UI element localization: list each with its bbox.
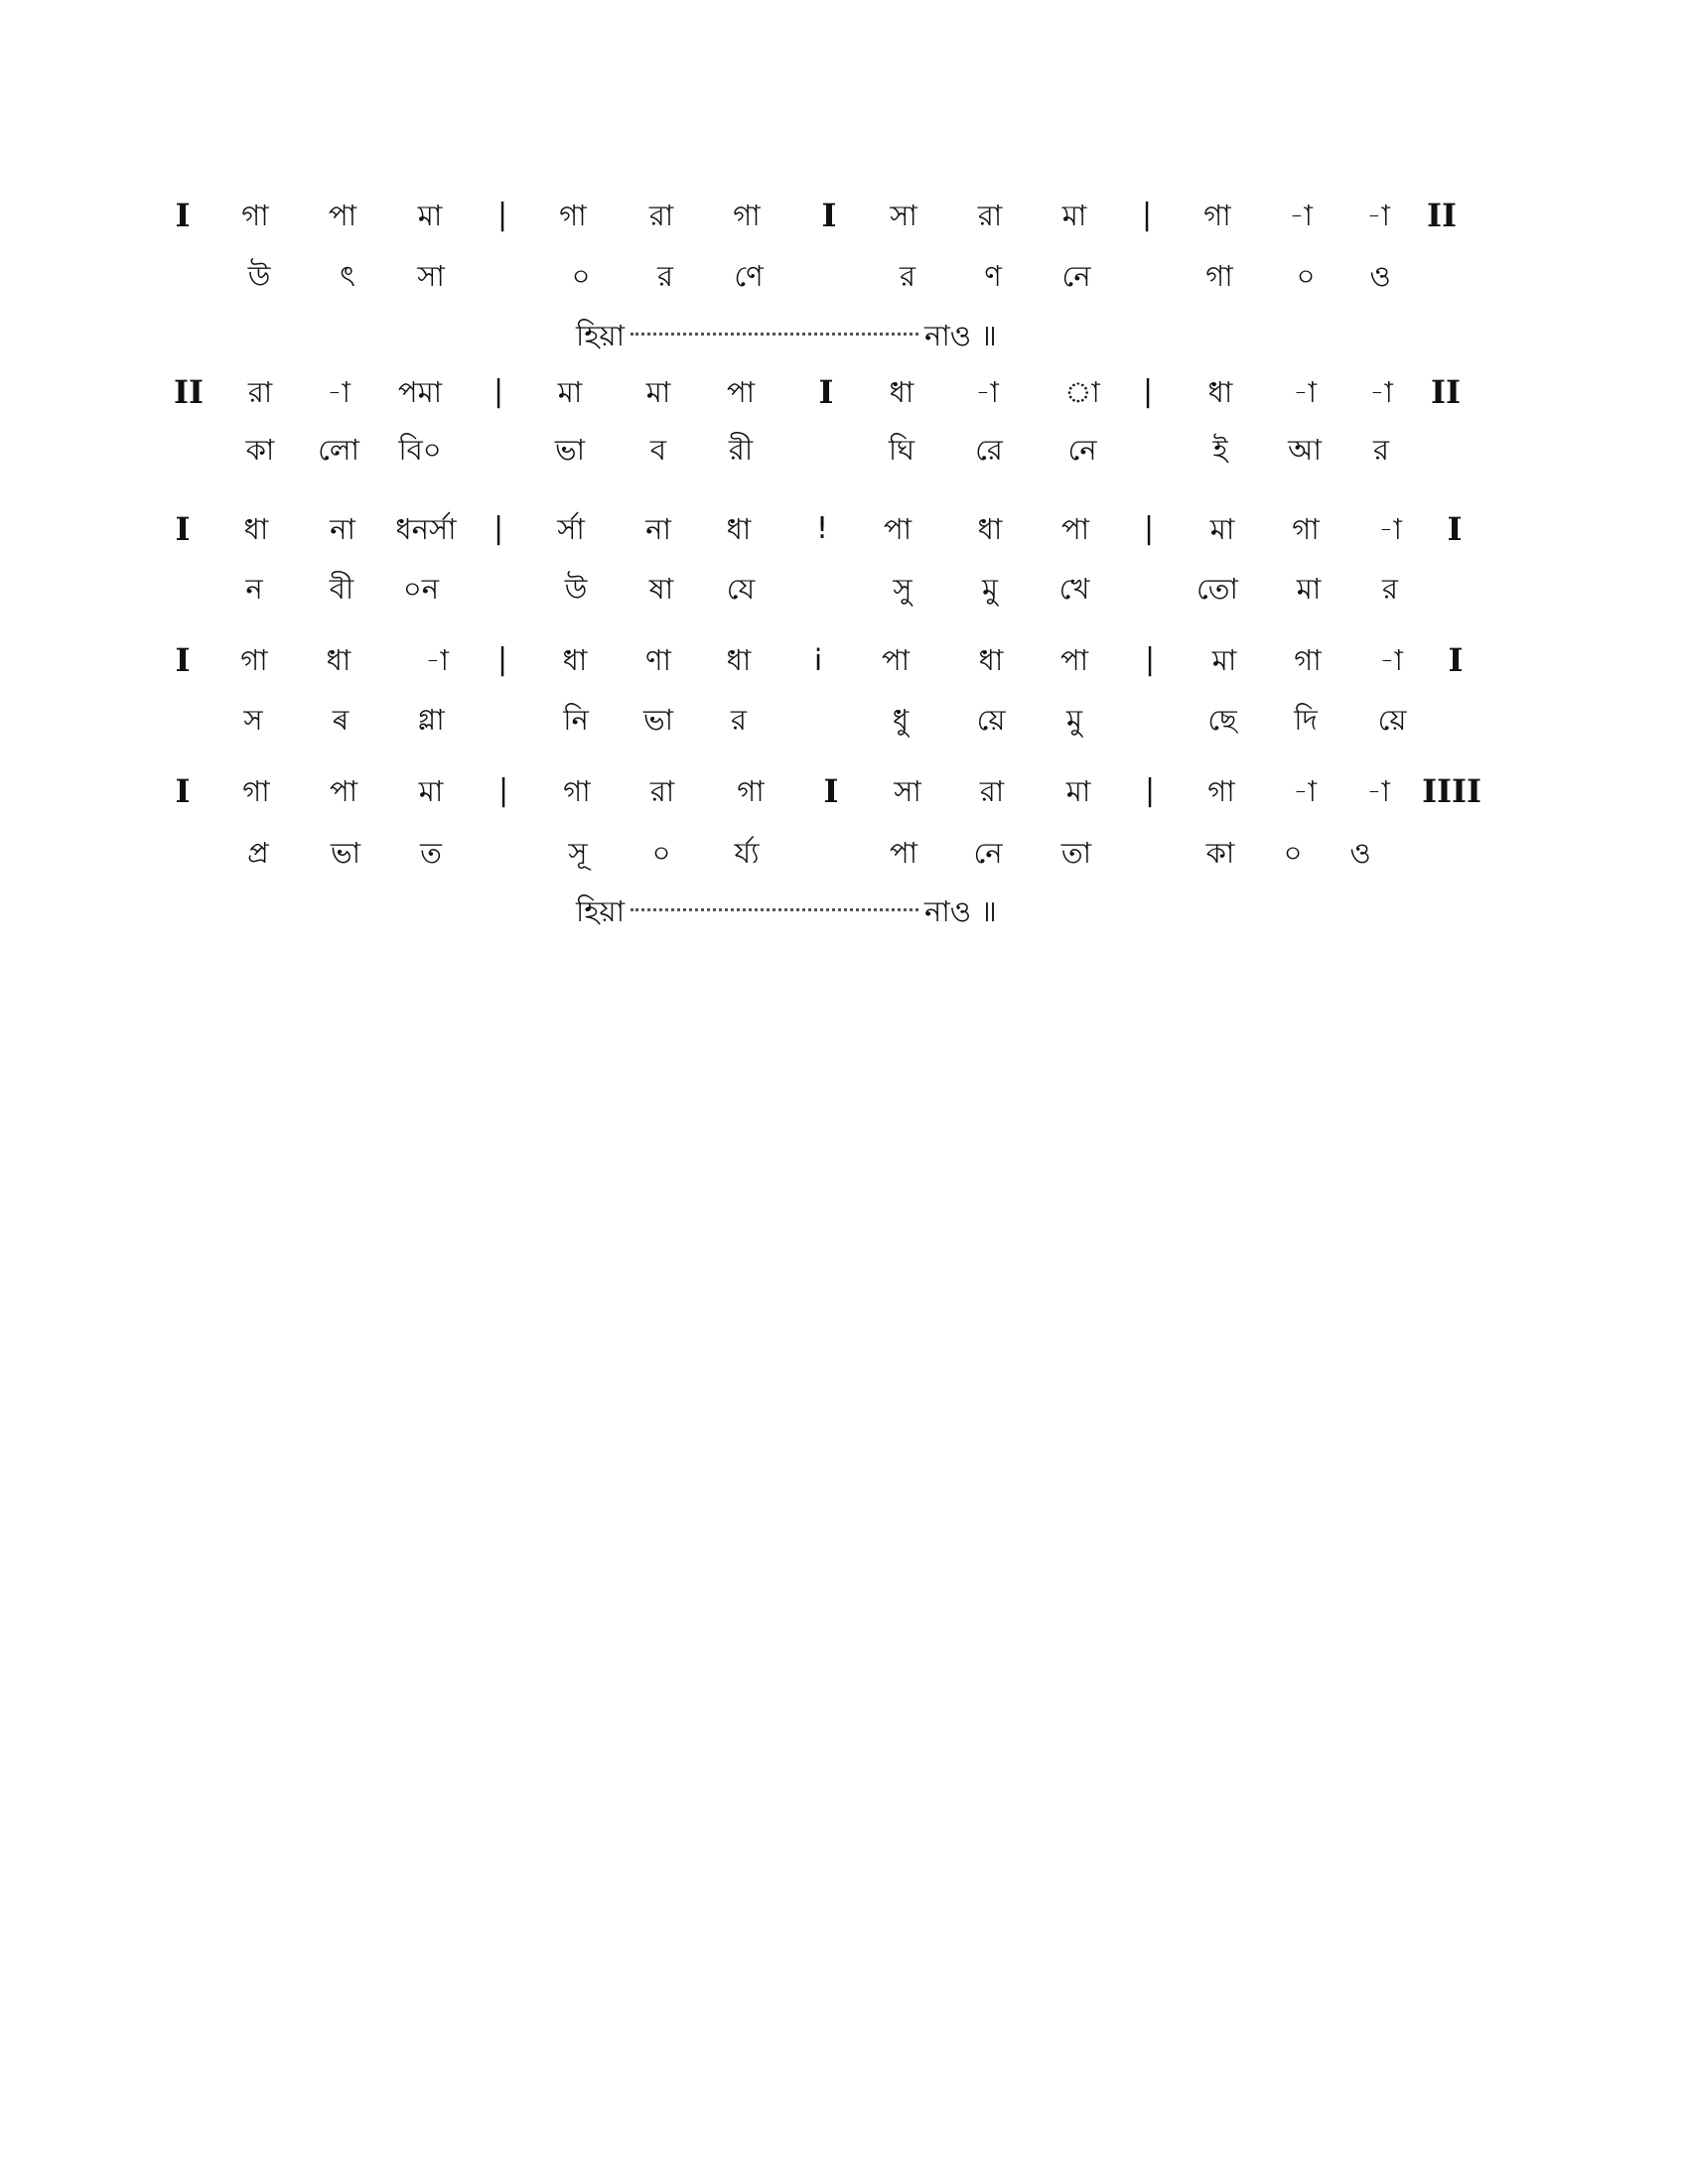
lyric-line: [0, 695, 1688, 745]
lyric-syllable: কা: [1205, 836, 1235, 870]
swara-divider: |: [496, 198, 508, 232]
lyric-syllable: খে: [1058, 572, 1090, 606]
swara-note: সা: [890, 199, 917, 232]
swara-note: মা: [557, 375, 583, 409]
lyric-syllable: ০: [1296, 259, 1316, 293]
lyric-syllable: দি: [1294, 703, 1318, 737]
lyric-syllable: ব: [649, 433, 667, 467]
refrain-line: [576, 887, 997, 936]
lyric-syllable: নে: [1067, 433, 1097, 467]
swara-mark: I: [175, 641, 191, 679]
lyric-syllable: ই: [1212, 433, 1228, 467]
swara-note: ধা: [562, 643, 588, 677]
swara-divider: |: [496, 642, 508, 677]
swara-mark: I: [175, 772, 191, 810]
lyric-syllable: সূ: [568, 836, 588, 870]
swara-mark: II: [1427, 197, 1457, 234]
swara-note: ধা: [1207, 375, 1233, 409]
swara-note: গা: [1207, 774, 1235, 808]
refrain-dots: [631, 311, 918, 336]
swara-note: গা: [733, 199, 761, 232]
lyric-syllable: রী: [728, 433, 754, 467]
lyric-syllable: ও: [1369, 259, 1391, 293]
lyric-syllable: ছে: [1207, 703, 1237, 737]
lyric-syllable: ৰ: [332, 703, 350, 737]
lyric-syllable: উ: [564, 572, 588, 606]
lyric-syllable: স: [243, 703, 263, 737]
lyric-syllable: সা: [417, 259, 445, 293]
swara-note: -া: [1379, 643, 1403, 677]
swara-note: ণা: [645, 643, 671, 677]
swara-mark: I: [821, 197, 837, 234]
swara-note: ধা: [726, 643, 752, 677]
swara-note: পা: [328, 199, 357, 232]
swara-note: ধা: [977, 512, 1003, 546]
swara-note: রা: [977, 199, 1003, 232]
swara-note: গা: [1292, 512, 1320, 546]
swara-note: ধা: [889, 375, 914, 409]
swara-divider: |: [492, 374, 504, 409]
lyric-syllable: যে: [726, 572, 756, 606]
swara-note: -া: [1378, 512, 1402, 546]
lyric-syllable: ৎ: [340, 259, 355, 293]
lyric-syllable: প্র: [247, 836, 269, 870]
lyric-syllable: ষা: [648, 572, 674, 606]
swara-note: পা: [726, 375, 756, 409]
lyric-syllable: ০: [651, 836, 671, 870]
swara-divider: |: [1141, 198, 1153, 232]
swara-mark: i: [813, 643, 823, 677]
swara-note: না: [645, 512, 671, 546]
swara-mark: I: [175, 510, 191, 548]
swara-note: -া: [1293, 375, 1317, 409]
lyric-syllable: য়ে: [976, 703, 1006, 737]
swara-divider: |: [492, 511, 504, 546]
lyric-syllable: ধু: [892, 703, 910, 737]
lyric-syllable: র: [657, 259, 673, 293]
swara-note: -া: [975, 375, 999, 409]
swara-note: গা: [559, 199, 587, 232]
swara-note: ধা: [243, 512, 269, 546]
lyric-syllable: ন: [245, 572, 263, 606]
swara-line: [0, 504, 1688, 554]
lyric-syllable: গ্লা: [417, 703, 445, 737]
swara-divider: |: [497, 773, 509, 808]
swara-divider: |: [1144, 773, 1156, 808]
lyric-syllable: ণ: [984, 259, 1002, 293]
swara-mark: I: [1447, 510, 1463, 548]
lyric-syllable: বি০: [398, 433, 442, 467]
lyric-syllable: ঘি: [888, 433, 915, 467]
lyric-syllable: বী: [329, 572, 354, 606]
swara-mark: II: [174, 373, 204, 411]
refrain-dots: [631, 887, 918, 911]
lyric-syllable: তা: [1060, 836, 1092, 870]
lyric-syllable: র: [900, 259, 915, 293]
lyric-syllable: ভা: [330, 836, 361, 870]
lyric-line: [0, 564, 1688, 614]
swara-line: [0, 766, 1688, 816]
swara-note: গা: [241, 199, 269, 232]
swara-note: মা: [1061, 199, 1087, 232]
lyric-syllable: মু: [981, 572, 999, 606]
lyric-syllable: ০ন: [402, 572, 440, 606]
lyric-syllable: নে: [1061, 259, 1091, 293]
swara-note: সা: [894, 774, 921, 808]
lyric-syllable: র: [1382, 572, 1398, 606]
swara-note: পা: [881, 643, 911, 677]
lyric-syllable: মা: [1296, 572, 1322, 606]
swara-note: পা: [883, 512, 913, 546]
swara-note: মা: [1209, 512, 1235, 546]
refrain-start: হিয়া: [576, 894, 626, 928]
swara-note: মা: [1065, 774, 1091, 808]
swara-note: -া: [327, 375, 351, 409]
swara-note: মা: [1211, 643, 1237, 677]
swara-note: মা: [645, 375, 671, 409]
lyric-syllable: লো: [318, 433, 359, 467]
swara-divider: |: [1144, 642, 1156, 677]
swara-note: র্সা: [557, 512, 585, 546]
lyric-syllable: র: [731, 703, 747, 737]
swara-divider: |: [1143, 511, 1155, 546]
lyric-line: [0, 251, 1688, 301]
lyric-syllable: উ: [247, 259, 271, 293]
lyric-syllable: নে: [973, 836, 1003, 870]
lyric-syllable: ভা: [554, 433, 586, 467]
swara-note: -া: [425, 643, 449, 677]
swara-note: পা: [1060, 512, 1090, 546]
swara-note: -া: [1369, 375, 1393, 409]
swara-line: [0, 367, 1688, 417]
lyric-syllable: পা: [889, 836, 918, 870]
swara-divider: !: [815, 511, 829, 546]
refrain-end: নাও ॥: [924, 319, 997, 352]
swara-mark: IIII: [1422, 772, 1481, 810]
swara-note: -া: [1293, 774, 1317, 808]
swara-note: গা: [242, 774, 270, 808]
swara-mark: II: [1431, 373, 1461, 411]
swara-note: ধা: [326, 643, 352, 677]
lyric-syllable: য়ে: [1377, 703, 1407, 737]
swara-divider: |: [1142, 374, 1154, 409]
swara-note: রা: [648, 199, 674, 232]
swara-note: রা: [649, 774, 675, 808]
swara-note: পা: [329, 774, 358, 808]
swara-note: পা: [1059, 643, 1089, 677]
swara-note: মা: [417, 199, 443, 232]
swara-mark: I: [818, 373, 834, 411]
swara-note: -া: [1289, 199, 1313, 232]
swara-note: -া: [1366, 774, 1390, 808]
swara-note: ধা: [726, 512, 752, 546]
lyric-syllable: নি: [563, 703, 589, 737]
swara-note: গা: [1294, 643, 1322, 677]
lyric-syllable: সু: [893, 572, 913, 606]
lyric-syllable: তো: [1196, 572, 1238, 606]
swara-note: গা: [240, 643, 268, 677]
lyric-syllable: আ: [1288, 433, 1322, 467]
lyric-syllable: ভা: [642, 703, 674, 737]
swara-note: রা: [979, 774, 1005, 808]
swara-note: গা: [737, 774, 765, 808]
swara-mark: I: [1448, 641, 1464, 679]
swara-note: া: [1064, 375, 1100, 409]
lyric-syllable: ০: [1283, 836, 1303, 870]
refrain-line: [576, 311, 997, 360]
swara-note: মা: [418, 774, 444, 808]
swara-note: ধা: [978, 643, 1004, 677]
lyric-line: [0, 828, 1688, 878]
refrain-start: হিয়া: [576, 319, 626, 352]
swara-line: [0, 191, 1688, 240]
lyric-syllable: মু: [1065, 703, 1083, 737]
lyric-syllable: গা: [1205, 259, 1233, 293]
swara-line: [0, 635, 1688, 685]
lyric-syllable: রে: [975, 433, 1003, 467]
swara-note: পমা: [397, 375, 443, 409]
refrain-end: নাও ॥: [924, 894, 997, 928]
lyric-syllable: ও: [1349, 836, 1371, 870]
lyric-syllable: কা: [245, 433, 275, 467]
swara-mark: I: [175, 197, 191, 234]
lyric-syllable: র: [1373, 433, 1389, 467]
lyric-syllable: ত: [420, 836, 442, 870]
swara-note: ধনর্সা: [395, 512, 457, 546]
swara-note: রা: [247, 375, 273, 409]
swara-note: গা: [563, 774, 591, 808]
swara-mark: I: [823, 772, 839, 810]
lyric-syllable: ণে: [734, 259, 764, 293]
swara-note: -া: [1366, 199, 1390, 232]
swara-note: না: [330, 512, 355, 546]
lyric-line: [0, 425, 1688, 475]
lyric-syllable: ০: [571, 259, 591, 293]
lyric-syllable: র্য্য: [734, 836, 760, 870]
swara-note: গা: [1203, 199, 1231, 232]
